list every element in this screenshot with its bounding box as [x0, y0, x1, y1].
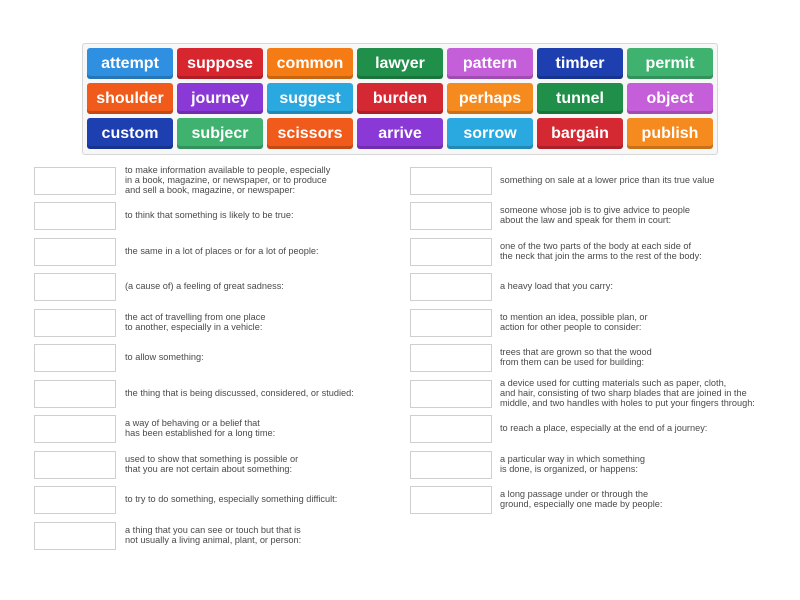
answer-slot[interactable]	[410, 273, 492, 301]
answer-slot[interactable]	[34, 309, 116, 337]
definition-text: to try to do something, especially something difficult:	[125, 494, 338, 504]
word-tile[interactable]: burden	[357, 83, 443, 114]
word-tile[interactable]: suppose	[177, 48, 263, 79]
word-tile[interactable]: object	[627, 83, 713, 114]
word-tile[interactable]: timber	[537, 48, 623, 79]
answer-slot[interactable]	[34, 344, 116, 372]
definition-text: someone whose job is to give advice to people about the law and speak for them in court:	[500, 205, 690, 225]
answer-slot[interactable]	[34, 415, 116, 443]
definition-text: something on sale at a lower price than its true value	[500, 175, 715, 185]
word-tile[interactable]: journey	[177, 83, 263, 114]
answer-slot[interactable]	[410, 309, 492, 337]
definition-text: the act of travelling from one place to another, especially in a vehicle:	[125, 312, 266, 332]
answer-slot[interactable]	[410, 415, 492, 443]
word-tile[interactable]: lawyer	[357, 48, 443, 79]
answer-slot[interactable]	[34, 522, 116, 550]
word-tile[interactable]: common	[267, 48, 353, 79]
definition-text: to allow something:	[125, 352, 204, 362]
answer-slot[interactable]	[410, 451, 492, 479]
answer-slot[interactable]	[34, 238, 116, 266]
definition-text: a heavy load that you carry:	[500, 281, 613, 291]
word-tile[interactable]: custom	[87, 118, 173, 149]
word-tile[interactable]: sorrow	[447, 118, 533, 149]
definition-text: to think that something is likely to be true:	[125, 210, 294, 220]
word-tile[interactable]: permit	[627, 48, 713, 79]
word-tile[interactable]: shoulder	[87, 83, 173, 114]
definition-text: the same in a lot of places or for a lot of people:	[125, 246, 319, 256]
word-tile[interactable]: publish	[627, 118, 713, 149]
definition-text: a particular way in which something is done, is organized, or happens:	[500, 454, 646, 474]
answer-slot[interactable]	[34, 486, 116, 514]
answer-slot[interactable]	[410, 486, 492, 514]
definition-text: used to show that something is possible or that you are not certain about something:	[125, 454, 299, 474]
word-tile[interactable]: suggest	[267, 83, 353, 114]
word-tile[interactable]: attempt	[87, 48, 173, 79]
word-tile[interactable]: arrive	[357, 118, 443, 149]
answer-slot[interactable]	[410, 202, 492, 230]
answer-slot[interactable]	[410, 344, 492, 372]
definition-text: a way of behaving or a belief that has been established for a long time:	[125, 418, 276, 438]
definition-text: one of the two parts of the body at each side of the neck that join the arms to the rest of the body:	[500, 241, 702, 261]
definition-text: trees that are grown so that the wood from them can be used for building:	[500, 347, 652, 367]
definition-text: a thing that you can see or touch but that is not usually a living animal, plant, or person:	[125, 525, 302, 545]
answer-slot[interactable]	[34, 273, 116, 301]
word-tile[interactable]: perhaps	[447, 83, 533, 114]
answer-slot[interactable]	[34, 380, 116, 408]
word-tile[interactable]: tunnel	[537, 83, 623, 114]
definition-text: to reach a place, especially at the end of a journey:	[500, 423, 708, 433]
word-tile[interactable]: bargain	[537, 118, 623, 149]
answer-slot[interactable]	[34, 167, 116, 195]
answer-slot[interactable]	[34, 451, 116, 479]
answer-slot[interactable]	[410, 380, 492, 408]
definition-text: to mention an idea, possible plan, or action for other people to consider:	[500, 312, 648, 332]
definition-text: a long passage under or through the ground, especially one made by people:	[500, 489, 663, 509]
word-bank	[82, 43, 718, 155]
answer-slot[interactable]	[410, 167, 492, 195]
word-tile[interactable]: subjecr	[177, 118, 263, 149]
definition-text: to make information available to people, especially in a book, magazine, or newspaper, or to produce and sell a book, magazine, or newspaper:	[125, 165, 331, 195]
answer-slot[interactable]	[410, 238, 492, 266]
definition-text: (a cause of) a feeling of great sadness:	[125, 281, 284, 291]
word-tile[interactable]: pattern	[447, 48, 533, 79]
answer-slot[interactable]	[34, 202, 116, 230]
definition-text: a device used for cutting materials such as paper, cloth, and hair, consisting of two sharp blades that are joined in the middle, and two handles with holes to put your fingers through:	[500, 378, 755, 408]
definition-text: the thing that is being discussed, considered, or studied:	[125, 388, 354, 398]
word-tile[interactable]: scissors	[267, 118, 353, 149]
